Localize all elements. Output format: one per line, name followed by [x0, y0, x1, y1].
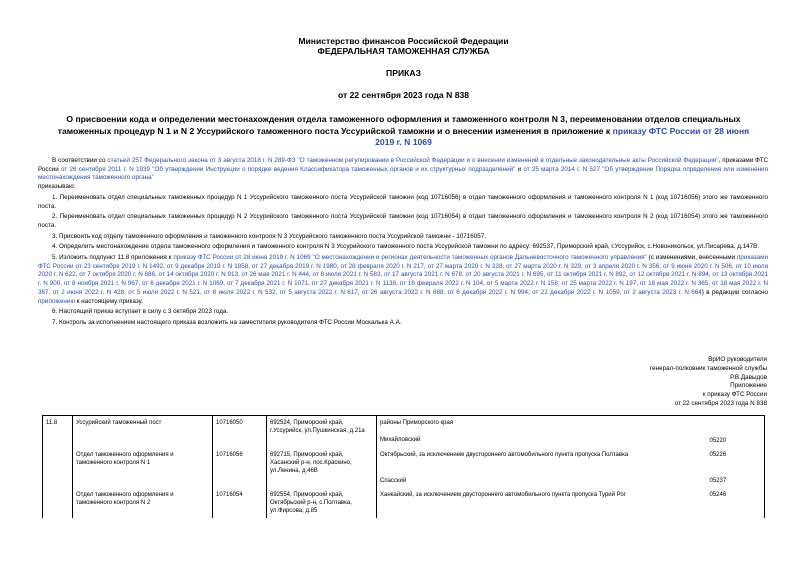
- item-5-text-b: (с изменениями, внесенными: [646, 254, 738, 262]
- unit-address: 692554, Приморский край, Октябрьский р-н, с.Полтавка, ул.Фирсова, д.85: [267, 488, 377, 518]
- document-body: [38, 157, 768, 328]
- preamble-paragraph: [38, 157, 768, 183]
- document-title: [48, 114, 759, 149]
- region-area: Октябрьский, за исключением двустороннего автомобильного пункта пропуска Полтавка: [380, 452, 629, 458]
- item-3: 3. Присвоить код отделу таможенного оформления и таможенного контроля N 3 Уссурийского таможенного поста Уссурийской таможни - 10716057.: [52, 232, 486, 240]
- preamble-text-2: , приказами ФТС России: [38, 157, 769, 173]
- item-6: 6. Настоящий приказ вступает в силу с 3 октября 2023 года.: [52, 308, 229, 316]
- table-row: [43, 448, 765, 488]
- region-area: Спасский: [380, 478, 407, 484]
- unit-name: Отдел таможенного оформления и таможенного контроля N 2: [73, 488, 213, 518]
- document-type: ПРИКАЗ: [386, 68, 421, 78]
- region-area: Михайловский: [380, 437, 421, 443]
- signature-position: ВрИО руководителя: [708, 356, 767, 363]
- title-text: О присвоении кода и определении местонахождения отдела таможенного оформления и таможенного контроля N 3, переименовании отделов специальных таможенных процедур N 1 и N 2 Уссурийского таможенного поста Уссурийской таможни и о внесении изменения в приложение к: [57, 114, 741, 136]
- item-2: 2. Переименовать отдел специальных таможенных процедур N 2 Уссурийского таможенного поста Уссурийской таможни (код 10716054) в отдел таможенного оформления и таможенного контроля N 2 (код 10716054) этого же таможенного поста.: [38, 213, 768, 229]
- preamble-text-3: и: [515, 165, 524, 173]
- region-code: 05237: [709, 478, 727, 484]
- region-code: 05220: [709, 438, 727, 444]
- row-number: 11.8: [43, 416, 73, 449]
- ministry-name: Министерство финансов Российской Федерации: [298, 36, 509, 46]
- table-row: [43, 488, 765, 518]
- amending-orders-link[interactable]: приказами ФТС России от 23 сентября 2019 г. N 1492, от 9 декабря 2019 г. N 1858, от 27 декабря 2019 г. N 1980, от 28 февраля 2020 г. N 217, от 27 марта 2020 г. N 328, от 27 марта 2020 г. N 329, от 3 апреля 2020 г. N 356, от 9 июня 2020 г. N 506, от 10 июля 2020 г. N 622, от 7 октября 2020 г. N 886, от 14 октября 2020 г. N 913, от 26 мая 2021 г. N 444, от 8 июля 2021 г. N 583, от 17 августа 2021 г. N 678, от 20 августа 2021 г. N 695, от 11 октября 2021 г. N 892, от 12 октября 2021 г. N 894, от 13 октября 2021 г. N 900, от 8 ноября 2021 г. N 967, от 6 декабря 2021 г. N 1069, от 7 декабря 2021 г. N 1071, от 27 декабря 2021 г. N 1138, от 16 февраля 2022 г. N 104, от 5 марта 2022 г. N 158, от 25 марта 2022 г. N 197, от 18 мая 2022 г. N 365, от 18 мая 2022 г. N 367, от 2 июня 2022 г. N 428, от 5 июля 2022 г. N 521, от 8 июля 2022 г. N 532, от 5 августа 2022 г. N 617, от 26 августа 2022 г. N 688, от 6 декабря 2022 г. N 994, от 22 декабря 2022 г. N 1059, от 2 августа 2023 г. N 664: [38, 254, 769, 296]
- item-5-text-d: к настоящему приказу.: [75, 297, 143, 305]
- title-link[interactable]: приказу ФТС России от 28 июня 2019 г. N 1069: [375, 125, 750, 147]
- region-cell: [377, 416, 707, 449]
- signature-block: [650, 356, 767, 409]
- region-code-cell: [707, 416, 765, 449]
- region-code-cell: [707, 448, 765, 488]
- unit-address: 692524, Приморский край, г.Уссурийск, ул.Пушкинская, д.21а: [267, 416, 377, 449]
- signature-rank: генерал-полковник таможенной службы: [649, 364, 767, 372]
- document-date: от 22 сентября 2023 года N 838: [337, 90, 470, 100]
- region-cell: [377, 448, 707, 488]
- order-1069-link[interactable]: приказу ФТС России от 28 июня 2019 г. N 1069 "О местонахождении и регионах деятельности таможенных органов Дальневосточного таможенного управления": [173, 254, 647, 262]
- order-527-link[interactable]: от 25 марта 2014 г. N 527 "Об утверждении Порядка определения или изменения местонахождения таможенного органа": [38, 165, 768, 182]
- order-word: приказываю:: [38, 183, 76, 191]
- service-name: ФЕДЕРАЛЬНАЯ ТАМОЖЕННАЯ СЛУЖБА: [317, 46, 490, 56]
- item-1: 1. Переименовать отдел специальных таможенных процедур N 1 Уссурийского таможенного поста Уссурийской таможни (код 10716056) в отдел таможенного оформления и таможенного контроля N 1 (код 10716056) этого же таможенного поста.: [38, 193, 768, 210]
- order-1939-link[interactable]: от 26 сентября 2011 г. N 1939 "Об утверждении Инструкции о порядке ведения Классификатора таможенных органов и их структурных подразделений": [61, 165, 516, 173]
- unit-name: Отдел таможенного оформления и таможенного контроля N 1: [73, 448, 213, 488]
- item-5: [38, 254, 768, 306]
- law-link[interactable]: статьей 257 Федерального закона от 3 августа 2018 г. N 289-ФЗ "О таможенном регулировании в Российской Федерации и о внесении изменений в отдельные законодательные акты Российской Федерации": [107, 157, 719, 164]
- appendix-heading: Приложение: [730, 382, 767, 390]
- unit-name: Уссурийский таможенный пост: [73, 416, 213, 449]
- appendix-link[interactable]: приложению: [38, 297, 76, 305]
- item-7: 7. Контроль за исполнением настоящего приказа возложить на заместителя руководителя ФТС России Москалька А.А.: [52, 318, 402, 326]
- signature-name: Р.В.Давыдов: [730, 373, 767, 381]
- appendix-order: к приказу ФТС России: [702, 391, 767, 399]
- item-5-text-c: ) в редакции согласно: [701, 288, 769, 296]
- appendix-date: от 22 сентября 2023 года N 838: [674, 399, 767, 407]
- unit-code: 10716054: [213, 488, 267, 518]
- region-label: районы Приморского края: [380, 420, 454, 426]
- unit-address: 692715, Приморский край, Хасанский р-н, пос.Краскино, ул.Ленина, д.46В: [267, 448, 377, 488]
- unit-code: 10716050: [213, 416, 267, 449]
- preamble-text-1: В соответствии со: [52, 157, 108, 164]
- region-code: 05246: [707, 488, 765, 518]
- region-area: Ханкайский, за исключением двустороннего автомобильного пункта пропуска Турий Рог: [377, 488, 707, 518]
- table-row: [43, 416, 765, 449]
- item-5-text-a: 5. Изложить подпункт 11.8 приложения к: [52, 254, 174, 262]
- item-4: 4. Определить местонахождение отдела таможенного оформления и таможенного контроля N 3 Уссурийского таможенного поста Уссурийской таможни по адресу: 692537, Приморский край, г.Уссурийск, с.Новоникольск, ул.Писарева, д.147В.: [52, 243, 760, 251]
- region-code: 05226: [709, 452, 727, 458]
- unit-code: 10716056: [213, 448, 267, 488]
- appendix-table: [42, 415, 764, 518]
